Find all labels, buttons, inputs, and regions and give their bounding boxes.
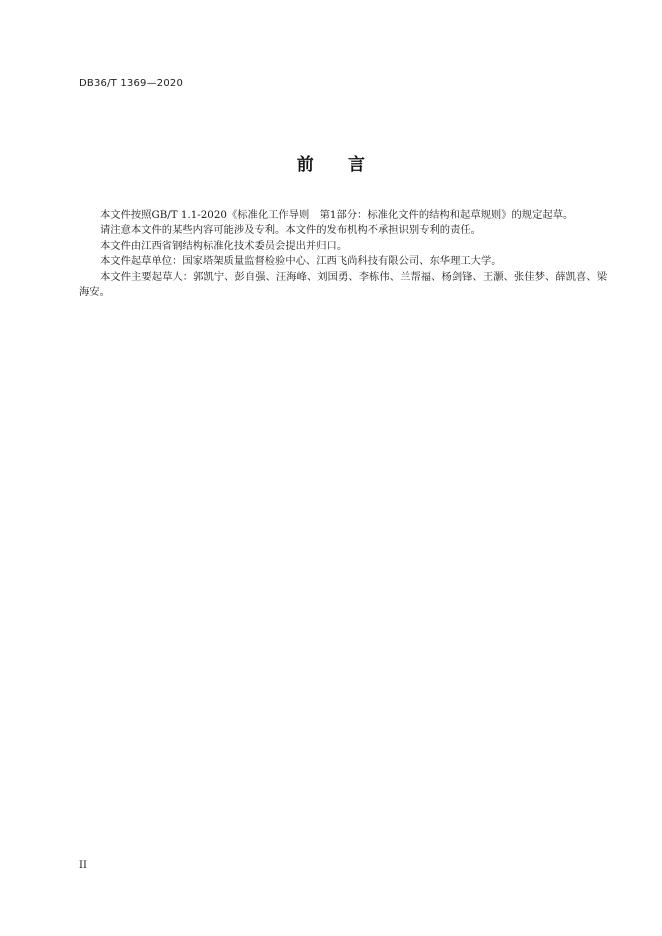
- paragraph-patent-notice: 请注意本文件的某些内容可能涉及专利。本文件的发布机构不承担识别专利的责任。: [100, 224, 481, 237]
- document-code: DB36/T 1369—2020: [79, 78, 184, 89]
- paragraph-proposer: 本文件由江西省钢结构标准化技术委员会提出并归口。: [100, 239, 348, 252]
- title-char-1: 前: [296, 155, 314, 175]
- foreword-body: [79, 208, 607, 300]
- paragraph-drafting-units: 本文件起草单位：国家塔架质量监督检验中心、江西飞尚科技有限公司、东华理工大学。: [100, 255, 502, 268]
- page-number: II: [79, 860, 87, 871]
- title-char-2: 言: [348, 155, 366, 175]
- paragraph-drafting-rules: 本文件按照GB/T 1.1-2020《标准化工作导则 第1部分：标准化文件的结构和起草规则》的规定起草。: [100, 209, 574, 221]
- page-title: [0, 150, 662, 175]
- paragraph-drafters: 本文件主要起草人：郭凯宁、彭自强、汪海峰、刘国勇、李栋伟、兰帮福、杨剑锋、王灏、张佳梦、薛凯喜、梁海安。: [79, 270, 607, 299]
